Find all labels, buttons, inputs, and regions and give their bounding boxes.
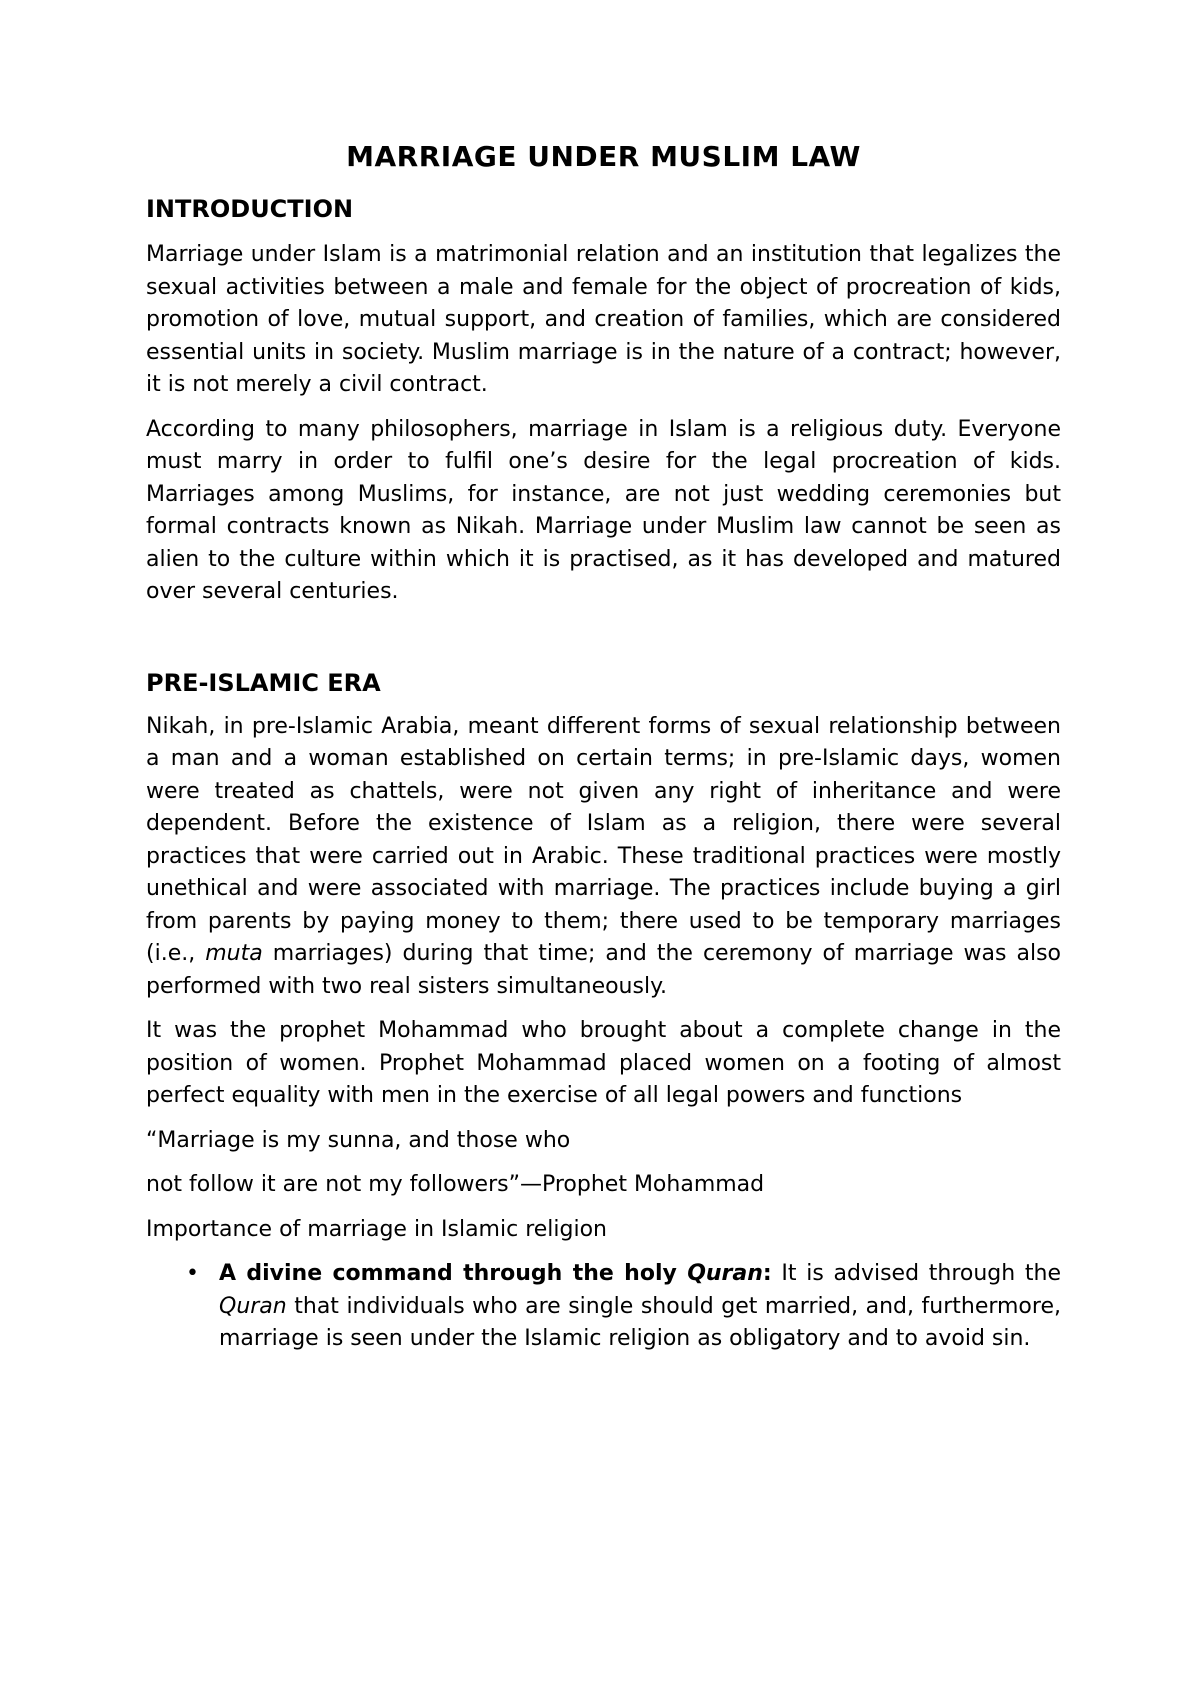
- bullet-bold-lead-b: :: [762, 1261, 772, 1286]
- introduction-heading: INTRODUCTION: [146, 195, 354, 223]
- bullet-list: [146, 1258, 1061, 1356]
- document-content: [146, 140, 1061, 1356]
- pre-islamic-paragraph-1: [146, 711, 1061, 1004]
- pre-islamic-text-a: Nikah, in pre-Islamic Arabia, meant different forms of sexual relationship between a man and a woman established on certain terms; in pre-Islamic days, women were treated as chattels, were not given any right of inheritance and were dependent. Before the existence of Islam as a religion, there were several practices that were carried out in Arabic. These traditional practices were mostly unethical and were associated with marriage. The practices include buying a girl from parents by paying money to them; there used to be temporary marriages (i.e.,: [146, 713, 1061, 966]
- bullet-bold-italic-quran: Quran: [687, 1261, 763, 1286]
- bullet-text-b: that individuals who are single should get married, and, furthermore, marriage is seen under the Islamic religion as obligatory and to avoid sin.: [219, 1293, 1061, 1351]
- section-spacer: [146, 621, 1061, 669]
- bullet-bold-lead-a: A divine command through the holy: [219, 1261, 688, 1286]
- list-item: [146, 1258, 1061, 1356]
- document-title: MARRIAGE UNDER MUSLIM LAW: [346, 140, 861, 173]
- bullet-icon: •: [186, 1261, 199, 1286]
- importance-line: Importance of marriage in Islamic religion: [146, 1216, 607, 1242]
- quote-line-2: not follow it are not my followers”—Prophet Mohammad: [146, 1172, 765, 1197]
- bullet-italic-quran: Quran: [219, 1293, 287, 1319]
- pre-islamic-paragraph-2: It was the prophet Mohammad who brought about a complete change in the position of women. Prophet Mohammad placed women on a footing of almost perfect equality with men in the exercise of all legal powers and functions: [146, 1018, 1061, 1108]
- intro-paragraph-1: Marriage under Islam is a matrimonial relation and an institution that legalizes the sexual activities between a male and female for the object of procreation of kids, promotion of love, mutual support, and creation of families, which are considered essential units in society. Muslim marriage is in the nature of a contract; however, it is not merely a civil contract.: [146, 242, 1061, 397]
- quote-line-1: “Marriage is my sunna, and those who: [146, 1127, 571, 1153]
- pre-islamic-heading: PRE-ISLAMIC ERA: [146, 668, 381, 697]
- bullet-text-a: It is advised through the: [771, 1261, 1061, 1286]
- muta-italic-term: muta: [205, 941, 263, 966]
- pre-islamic-text-b: marriages) during that time; and the ceremony of marriage was also performed with two real sisters simultaneously.: [146, 941, 1062, 999]
- intro-paragraph-2: According to many philosophers, marriage in Islam is a religious duty. Everyone must marry in order to fulfil one’s desire for the legal procreation of kids. Marriages among Muslims, for instance, are not just wedding ceremonies but formal contracts known as Nikah. Marriage under Muslim law cannot be seen as alien to the culture within which it is practised, as it has developed and matured over several centuries.: [146, 416, 1061, 604]
